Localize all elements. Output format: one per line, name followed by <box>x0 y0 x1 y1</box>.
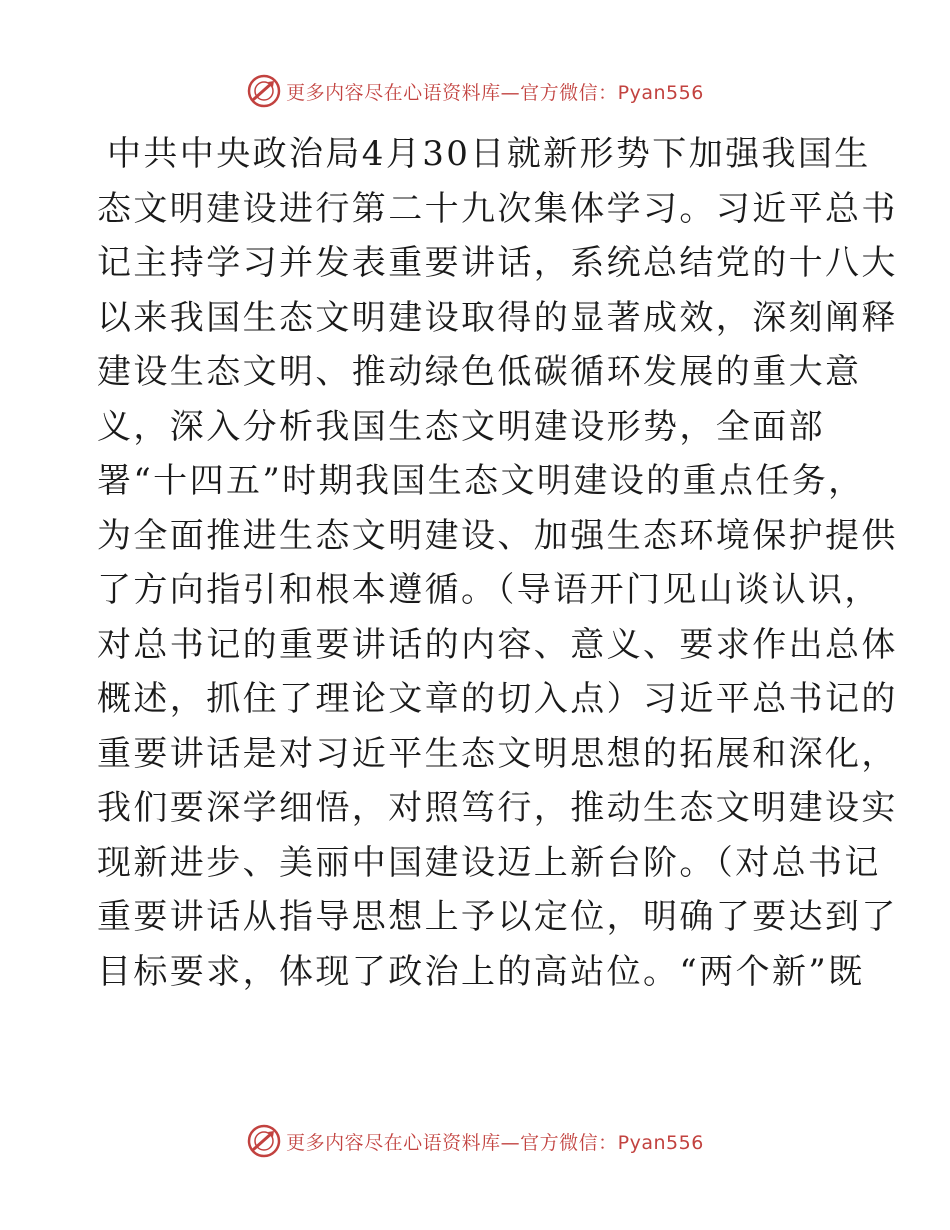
document-paragraph <box>97 127 898 999</box>
footer-banner <box>0 1121 950 1161</box>
text-line: 态文明建设进行第二十九次集体学习。习近平总书 <box>97 188 898 229</box>
text-line: 署“十四五”时期我国生态文明建设的重点任务， <box>97 461 865 501</box>
text-line: 现新进步、美丽中国建设迈上新台阶。（对总书记 <box>97 842 881 883</box>
banner-text: 更多内容尽在心语资料库—官方微信：Pyan556 <box>286 81 704 104</box>
text-line: 建设生态文明、推动绿色低碳循环发展的重大意 <box>97 352 862 392</box>
text-line: 以来我国生态文明建设取得的显著成效，深刻阐释 <box>97 297 898 338</box>
text-line: 中共中央政治局4月30日就新形势下加强我国生 <box>107 134 871 174</box>
text-line: 我们要深学细悟，对照笃行，推动生态文明建设实 <box>97 788 898 828</box>
text-line: 重要讲话从指导思想上予以定位，明确了要达到了 <box>97 897 898 937</box>
text-line: 目标要求，体现了政治上的高站位。“两个新”既 <box>97 951 865 992</box>
seal-logo-icon <box>246 1123 282 1159</box>
text-line: 重要讲话是对习近平生态文明思想的拓展和深化， <box>97 733 898 774</box>
text-line: 记主持学习并发表重要讲话，系统总结党的十八大 <box>97 243 898 283</box>
text-line: 义，深入分析我国生态文明建设形势，全面部 <box>97 406 825 447</box>
text-line: 对总书记的重要讲话的内容、意义、要求作出总体 <box>97 624 898 665</box>
text-line: 概述，抓住了理论文章的切入点）习近平总书记的 <box>97 679 898 719</box>
seal-logo-icon <box>246 73 282 109</box>
text-line: 为全面推进生态文明建设、加强生态环境保护提供 <box>97 515 898 556</box>
header-banner <box>0 71 950 111</box>
text-line: 了方向指引和根本遵循。（导语开门见山谈认识， <box>97 570 881 610</box>
banner-text: 更多内容尽在心语资料库—官方微信：Pyan556 <box>286 1131 704 1154</box>
